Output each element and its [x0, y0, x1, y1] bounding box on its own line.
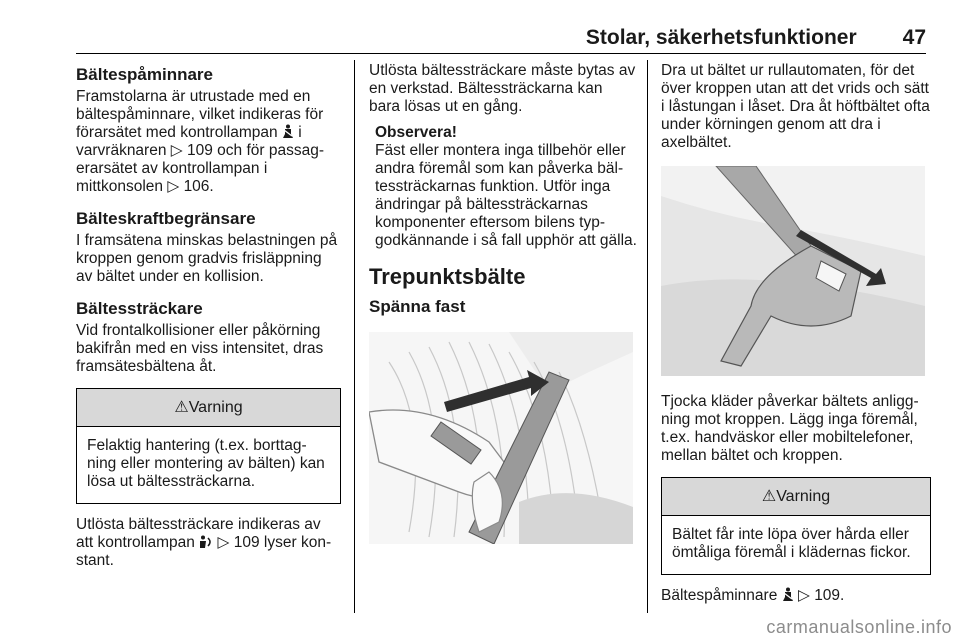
- fastening-belt-illustration: [369, 332, 633, 544]
- page-number: 47: [902, 26, 926, 49]
- heading-three-point-belt: Trepunktsbälte: [369, 264, 526, 289]
- page-header: [76, 26, 926, 52]
- seatbelt-person-icon: [782, 587, 794, 602]
- seatbelt-person-icon: [282, 124, 294, 139]
- watermark: carmanualsonline.info: [766, 617, 952, 637]
- arrow-ref-icon: ▷: [797, 587, 810, 604]
- paragraph-pretensioner: Vid frontalkollisioner eller påkörning bakifrån med en viss intensitet, dras framsätesbältena åt.: [76, 322, 324, 375]
- heading-fasten: Spänna fast: [369, 297, 466, 316]
- header-rule: [76, 53, 926, 54]
- heading-belt-reminder: Bältespåminnare: [76, 65, 213, 84]
- note-title: Observera!: [375, 124, 457, 141]
- column-1: [76, 62, 341, 570]
- arrow-ref-icon: ▷: [217, 534, 230, 551]
- column-divider-1: [354, 60, 355, 613]
- paragraph-pull-belt: Dra ut bältet ur rullautomaten, för det över kroppen utan att det vrids och sätt i låstungan i låset. Dra åt höftbältet ofta under körningen genom att dra i axelbältet.: [661, 62, 930, 151]
- buckle-illustration: [661, 166, 925, 376]
- arrow-ref-icon: ▷: [170, 142, 183, 159]
- paragraph-reminder-ref: Bältespåminnare ▷ 109.: [661, 587, 845, 604]
- warning-icon: ⚠: [761, 488, 777, 505]
- heading-pretensioner: Bältessträckare: [76, 299, 203, 318]
- warning-text: Felaktig hantering (t.ex. borttagning eller montering av bälten) kan lösa ut bältessträckarna.: [87, 437, 325, 490]
- paragraph-belt-reminder: Framstolarna är utrustade med en bältespåminnare, vilket indikeras för förarsätet med kontrollampan i varvräknaren ▷ 109 och för passagerarsätet av kontrollampan i mittkonsolen ▷ 106.: [76, 88, 325, 195]
- warning-box-2: [661, 477, 931, 575]
- note-box: [375, 124, 637, 250]
- warning-header: ⚠Varning: [77, 389, 340, 427]
- warning-icon: ⚠: [174, 399, 189, 416]
- heading-force-limiter: Bälteskraftbegränsare: [76, 209, 256, 228]
- warning-header-2: ⚠Varning: [662, 478, 930, 516]
- paragraph-force-limiter: I framsätena minskas belastningen på kroppen genom gradvis frisläppning av bältet under en kollision.: [76, 232, 338, 285]
- arrow-ref-icon: ▷: [167, 178, 180, 195]
- warning-text-2: Bältet får inte löpa över hårda eller ömtåliga föremål i klädernas fickor.: [672, 526, 911, 561]
- warning-box: [76, 388, 341, 504]
- paragraph-replace: Utlösta bältessträckare måste bytas av en verkstad. Bältessträckarna kan bara lösas ut en gång.: [369, 62, 636, 115]
- column-divider-2: [647, 60, 648, 613]
- paragraph-clothes: Tjocka kläder påverkar bältets anliggning mot kroppen. Lägg inga föremål, t.ex. handväskor eller mobiltelefoner, mellan bältet och kroppen.: [661, 393, 919, 464]
- page-section-title: Stolar, säkerhetsfunktioner: [585, 26, 857, 49]
- belt-tensioner-icon: [199, 535, 213, 549]
- column-3: [661, 62, 931, 605]
- note-text: Fäst eller montera inga tillbehör eller andra föremål som kan påverka bältessträckarnas funktion. Utför inga ändringar på bältessträckarnas komponenter eftersom bilens typgodkännande i så fall upphör att gälla.: [375, 142, 637, 249]
- column-2: [369, 62, 637, 549]
- paragraph-triggered: Utlösta bältessträckare indikeras av att kontrollampan ▷ 109 lyser konstant.: [76, 516, 332, 569]
